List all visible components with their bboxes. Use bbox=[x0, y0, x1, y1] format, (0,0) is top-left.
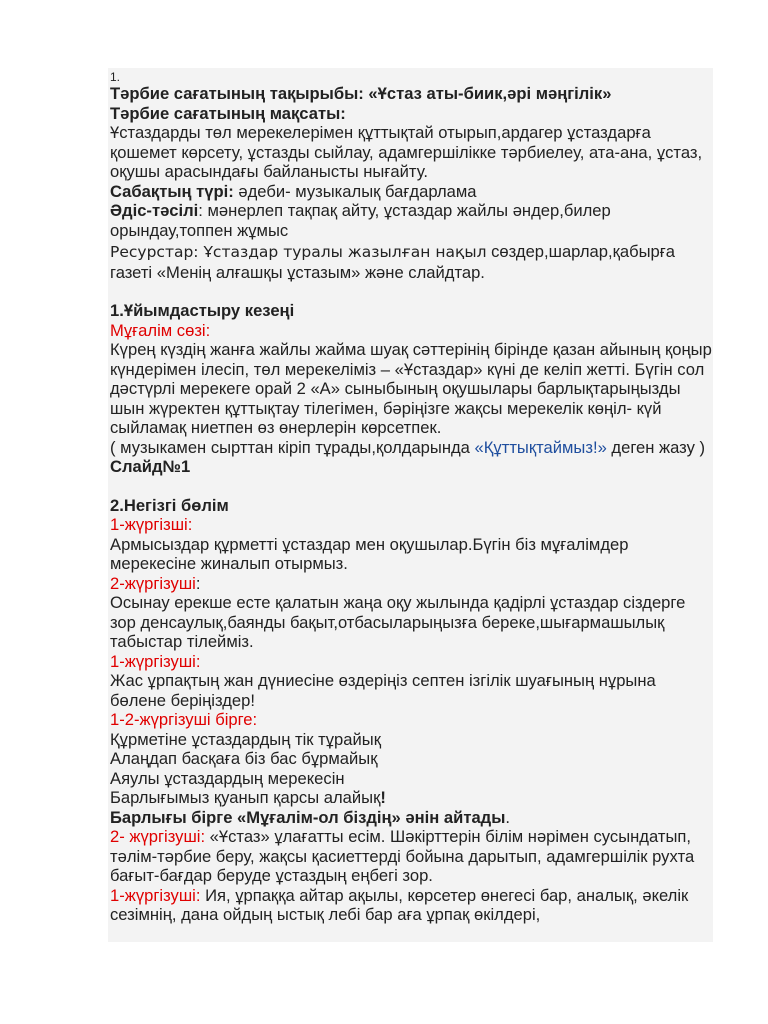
teacher-text: Күрең күздің жанға жайлы жайма шуақ сәттерінің бірінде қазан айының қоңыр күндерімен ілесіп, төл мерекеліміз – «Ұстаздар» күні де келіп жетті. Бүгін сол дәстүрлі мерекеге орай 2 «А» сыныбының оқушылары барлықтарыңызды шын жүректен құттықтау тілегімен, бәріңізге жақсы мерекелік көңіл- күй сыйламақ ниетпен өз өнерлерін көрсетпек. bbox=[110, 340, 712, 437]
document-body bbox=[108, 68, 713, 925]
method-text: : мәнерлеп тақпақ айту, ұстаздар жайлы әндер,билер орындау,топпен жұмыс bbox=[110, 201, 611, 240]
all-together-end: . bbox=[505, 807, 510, 827]
host-2b-text: «Ұстаз» ұлағатты есім. Шәкірттерін білім нәрімен сусындатып, тәлім-тәрбие беру, жақсы қасиеттерді бойына дарытып, адамгершілік рухта бағыт-бағдар беруде ұстаздың еңбегі зор. bbox=[110, 827, 695, 885]
poem-line: Құрметіне ұстаздардың тік тұрайық bbox=[110, 729, 381, 749]
remark-end: деген жазу ) bbox=[606, 437, 706, 457]
remark-start: ( музыкамен сырттан кіріп тұрады,қолдарында bbox=[110, 437, 475, 457]
host-1c-text: Ия, ұрпаққа айтар ақылы, көрсетер өнегесі бар, аналық, әкелік сезімнің, дана ойдың ыстық лебі бар аға ұрпақ өкілдері, bbox=[110, 885, 689, 924]
goal-text: Ұстаздарды төл мерекелерімен құттықтай отырып,ардагер ұстаздарға қошемет көрсету, ұстазды сыйлау, адамгершілікке тәрбиелеу, ата-ана, ұстаз, оқушы арасындағы байланысты нығайту. bbox=[110, 123, 703, 181]
lesson-type-text: әдеби- музыкалық бағдарлама bbox=[233, 181, 477, 201]
section-1-title: 1.Ұйымдастыру кезеңі bbox=[110, 301, 295, 320]
host-1-text: Армысыздар құрметті ұстаздар мен оқушылар.Бүгін біз мұғалімдер мерекесіне жиналып отырмыз. bbox=[110, 534, 629, 573]
host-1b-text: Жас ұрпақтың жан дүниесіне өздеріңіз септен ізгілік шуағының нұрына бөлене беріңіздер! bbox=[110, 671, 656, 710]
hosts-together-label: 1-2-жүргізуші бірге: bbox=[110, 710, 258, 729]
resources bbox=[110, 242, 713, 282]
lesson-type bbox=[110, 182, 713, 202]
host-2-colon: : bbox=[195, 573, 201, 593]
host-2b bbox=[110, 827, 713, 886]
slide-label: Слайд№1 bbox=[110, 457, 191, 476]
host-1b-label: 1-жүргізуші: bbox=[110, 651, 201, 671]
teacher-word-label: Мұғалім сөзі: bbox=[110, 320, 211, 340]
host-1c-label: 1-жүргізуші: bbox=[110, 885, 201, 905]
all-together-text: Барлығы бірге «Мұғалім-ол біздің» әнін айтады bbox=[110, 807, 506, 827]
host-1c bbox=[110, 886, 713, 925]
all-together bbox=[110, 808, 713, 828]
poem-line: Аяулы ұстаздардың мерекесін bbox=[110, 768, 345, 788]
lesson-type-label: Сабақтың түрі: bbox=[110, 181, 234, 201]
stage-remark bbox=[110, 438, 713, 458]
item-number: 1. bbox=[110, 70, 121, 84]
topic-title: Тәрбие сағатының тақырыбы: «Ұстаз аты-биик,әрі мәңгілік» bbox=[110, 84, 612, 103]
host-2-text: Осынау ерекше есте қалатын жаңа оқу жылында қадірлі ұстаздар сіздерге зор денсаулық,баянды бақыт,отбасыларыңызға береке,шығармашылық табыстар тілейміз. bbox=[110, 593, 686, 651]
host-2b-label: 2- жүргізуші: bbox=[110, 827, 206, 846]
poem-line-last bbox=[110, 788, 713, 808]
poem-line: Барлығымыз қуанып қарсы алайық bbox=[110, 788, 381, 807]
poem-end-mark: ! bbox=[380, 788, 386, 807]
section-2-title: 2.Негізгі бөлім bbox=[110, 495, 229, 515]
method-label: Әдіс-тәсілі bbox=[110, 201, 199, 220]
poem-line: Алаңдап басқаға біз бас бұрмайық bbox=[110, 749, 378, 768]
resources-text: сөздер,шарлар,қабырға газеті «Менің алғашқы ұстазым» және слайдтар. bbox=[110, 242, 676, 282]
method bbox=[110, 201, 713, 240]
host-2-label: 2-жүргізуші bbox=[110, 573, 196, 593]
goal-heading: Тәрбие сағатының мақсаты: bbox=[110, 103, 346, 123]
document-page bbox=[108, 68, 713, 942]
host-1-label: 1-жүргізші: bbox=[110, 515, 193, 534]
resources-label: Ресурстар: Ұстаздар туралы жазылған нақыл bbox=[110, 243, 487, 261]
host-2-line bbox=[110, 574, 713, 594]
remark-highlight: «Құттықтаймыз!» bbox=[474, 437, 607, 457]
